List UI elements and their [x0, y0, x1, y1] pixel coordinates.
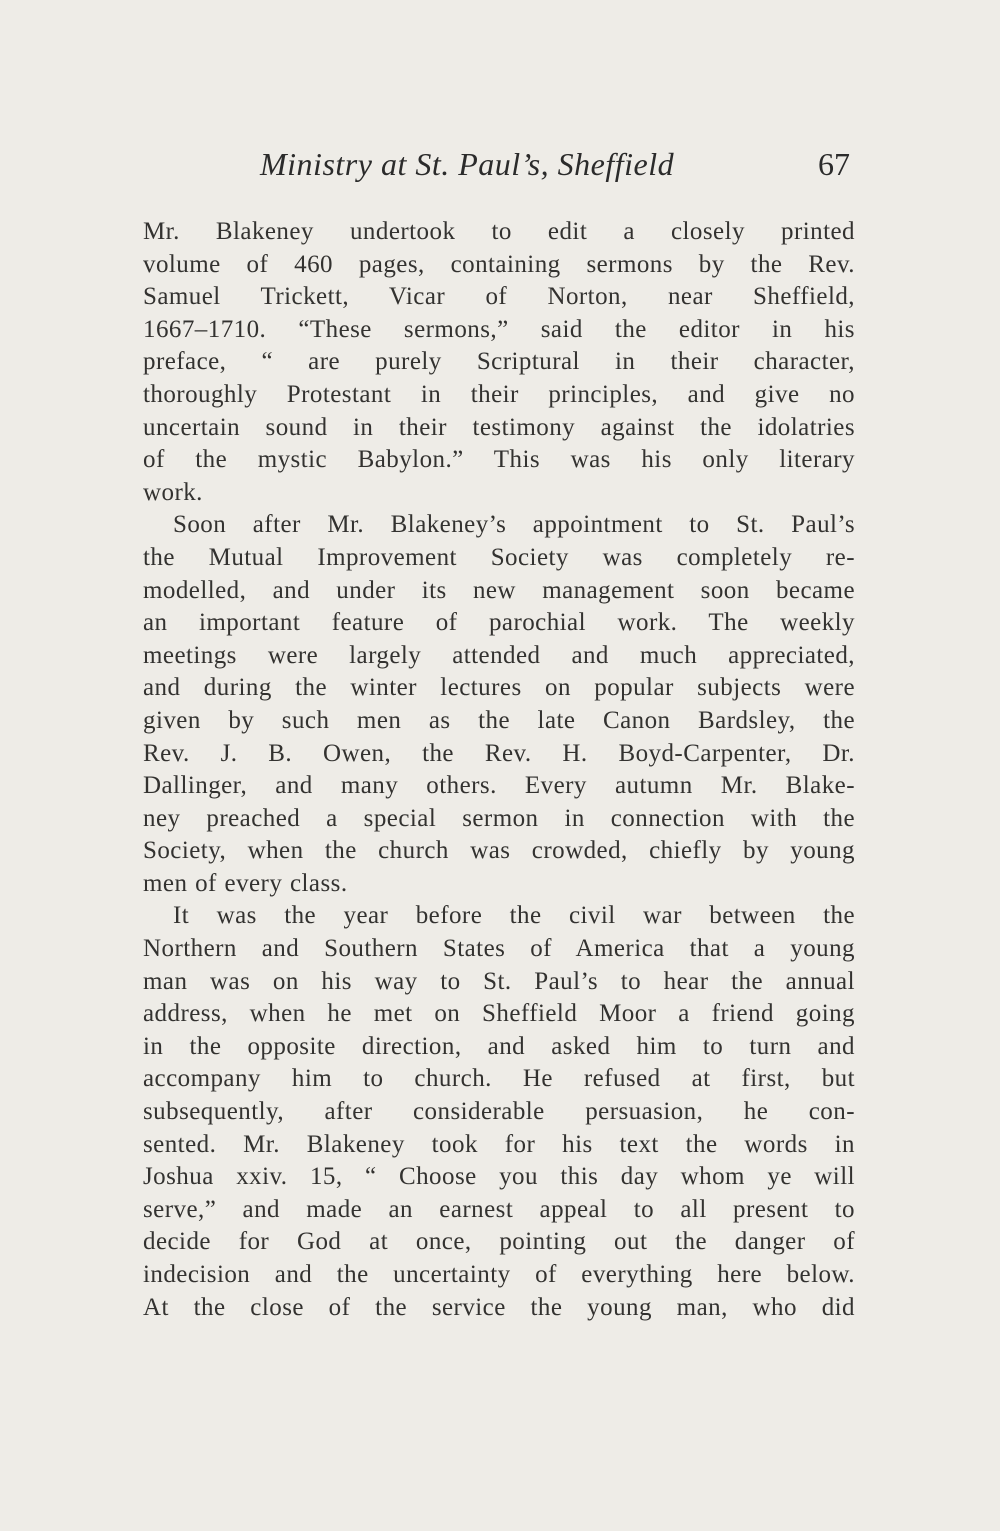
text-line: uncertain sound in their testimony against the idolatries [143, 413, 855, 441]
text-line: in the opposite direction, and asked him to turn and [143, 1032, 855, 1060]
text-line: meetings were largely attended and much appreciated, [143, 641, 855, 669]
text-line: men of every class. [143, 869, 348, 897]
page-number: 67 [818, 146, 850, 182]
text-line: of the mystic Babylon.” This was his only literary [143, 446, 855, 474]
text-line: Samuel Trickett, Vicar of Norton, near Sheffield, [143, 283, 855, 311]
text-line: Joshua xxiv. 15, “ Choose you this day whom ye will [143, 1163, 855, 1191]
text-line: address, when he met on Sheffield Moor a friend going [143, 1000, 855, 1028]
text-line: Soon after Mr. Blakeney’s appointment to St. Paul’s [173, 511, 855, 539]
text-line: decide for God at once, pointing out the danger of [143, 1228, 855, 1256]
text-line: the Mutual Improvement Society was completely re- [143, 543, 855, 571]
text-line: preface, “ are purely Scriptural in their character, [143, 348, 855, 376]
text-line: volume of 460 pages, containing sermons by the Rev. [143, 250, 855, 278]
running-title: Ministry at St. Paul’s, Sheffield [260, 146, 675, 182]
running-head [140, 140, 852, 190]
text-line: accompany him to church. He refused at first, but [143, 1065, 855, 1093]
text-line: sented. Mr. Blakeney took for his text the words in [143, 1130, 855, 1158]
text-line: It was the year before the civil war between the [173, 902, 855, 930]
text-line: thoroughly Protestant in their principles, and give no [143, 380, 855, 408]
text-line: indecision and the uncertainty of everything here below. [143, 1261, 855, 1288]
text-line: subsequently, after considerable persuasion, he con- [143, 1098, 855, 1126]
text-line: Mr. Blakeney undertook to edit a closely printed [143, 218, 855, 245]
text-line: given by such men as the late Canon Bardsley, the [143, 706, 855, 734]
paragraph-2 [143, 509, 855, 900]
text-line: 1667–1710. “These sermons,” said the editor in his [143, 315, 855, 343]
text-line: At the close of the service the young man, who did [143, 1293, 855, 1321]
paragraph-3 [143, 900, 855, 1324]
text-line: Northern and Southern States of America that a young [143, 935, 855, 963]
text-line: and during the winter lectures on popular subjects were [143, 674, 855, 702]
text-line: Dallinger, and many others. Every autumn Mr. Blake- [143, 772, 855, 800]
text-line: Rev. J. B. Owen, the Rev. H. Boyd-Carpenter, Dr. [143, 739, 855, 767]
body-text [143, 216, 855, 1324]
text-line: serve,” and made an earnest appeal to all present to [143, 1195, 855, 1223]
text-line: modelled, and under its new management soon became [143, 576, 855, 604]
paragraph-1 [143, 216, 855, 509]
text-line: an important feature of parochial work. The weekly [143, 609, 855, 637]
text-line: Society, when the church was crowded, chiefly by young [143, 837, 855, 865]
text-line: work. [143, 478, 203, 506]
text-line: man was on his way to St. Paul’s to hear the annual [143, 967, 855, 995]
text-line: ney preached a special sermon in connection with the [143, 804, 855, 832]
